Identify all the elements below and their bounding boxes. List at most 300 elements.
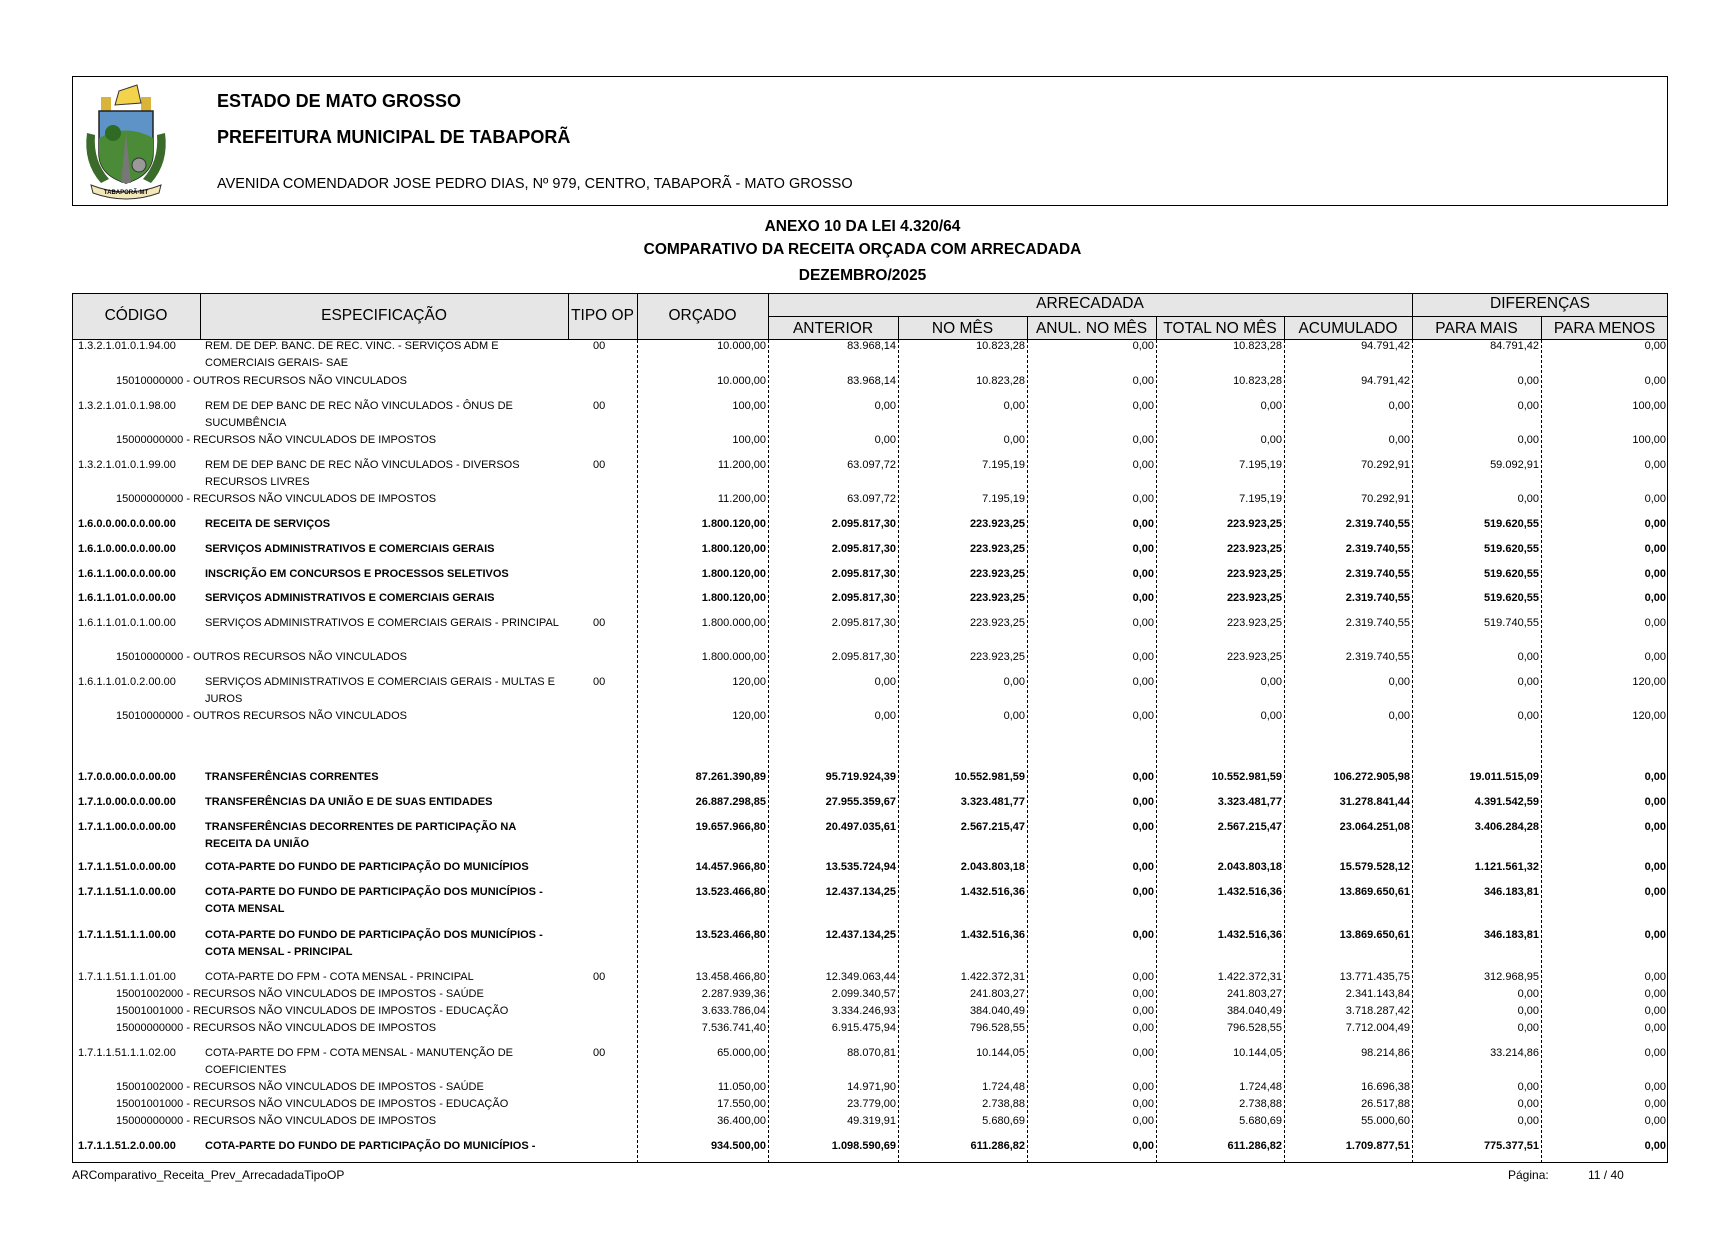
row-code: 1.6.0.0.00.0.0.00.00 — [78, 518, 176, 530]
cell-total-no-mes: 241.803,27 — [1226, 988, 1282, 1000]
row-tipo-op: 00 — [593, 676, 606, 688]
row-code: 1.6.1.1.01.0.2.00.00 — [78, 676, 176, 688]
cell-anul-no-mes: 0,00 — [1132, 971, 1154, 983]
row-description: COTA-PARTE DO FUNDO DE PARTICIPAÇÃO DO MUNICÍPIOS — [205, 861, 529, 873]
cell-no-mes: 223.923,25 — [969, 617, 1025, 629]
cell-orcado: 100,00 — [732, 434, 766, 446]
cell-orcado: 1.800.120,00 — [701, 592, 766, 604]
cell-no-mes: 384.040,49 — [969, 1005, 1025, 1017]
cell-anul-no-mes: 0,00 — [1132, 592, 1154, 604]
cell-total-no-mes: 223.923,25 — [1226, 617, 1282, 629]
cell-total-no-mes: 223.923,25 — [1226, 543, 1282, 555]
row-tipo-op: 00 — [593, 617, 606, 629]
page-number: 11 / 40 — [1588, 1168, 1624, 1182]
col-anterior: ANTERIOR — [792, 320, 874, 337]
cell-anul-no-mes: 0,00 — [1132, 988, 1154, 1000]
cell-para-menos: 0,00 — [1644, 518, 1666, 530]
cell-anul-no-mes: 0,00 — [1132, 1047, 1154, 1059]
row-description: SERVIÇOS ADMINISTRATIVOS E COMERCIAIS GERAIS - PRINCIPAL — [205, 617, 559, 629]
cell-para-menos: 0,00 — [1644, 459, 1666, 471]
cell-anterior: 27.955.359,67 — [825, 796, 896, 808]
cell-para-mais: 0,00 — [1517, 710, 1539, 722]
cell-anterior: 6.915.475,94 — [831, 1022, 896, 1034]
cell-acumulado: 70.292,91 — [1361, 493, 1410, 505]
cell-total-no-mes: 611.286,82 — [1227, 1140, 1282, 1152]
cell-anul-no-mes: 0,00 — [1132, 1140, 1154, 1152]
cell-anterior: 12.437.134,25 — [825, 886, 896, 898]
cell-total-no-mes: 7.195,19 — [1239, 459, 1282, 471]
cell-anterior: 2.099.340,57 — [831, 988, 896, 1000]
cell-para-mais: 0,00 — [1517, 676, 1539, 688]
prefeitura-name: PREFEITURA MUNICIPAL DE TABAPORÃ — [217, 127, 571, 147]
col-para-menos: PARA MENOS — [1553, 320, 1656, 337]
cell-para-mais: 3.406.284,28 — [1474, 821, 1539, 833]
cell-anul-no-mes: 0,00 — [1132, 340, 1154, 352]
cell-anul-no-mes: 0,00 — [1132, 929, 1154, 941]
cell-total-no-mes: 2.567.215,47 — [1217, 821, 1282, 833]
cell-total-no-mes: 2.043.803,18 — [1217, 861, 1282, 873]
row-tipo-op: 00 — [593, 340, 606, 352]
cell-orcado: 120,00 — [732, 676, 766, 688]
cell-para-menos: 0,00 — [1644, 771, 1666, 783]
col-anul-no-mes: ANUL. NO MÊS — [1035, 320, 1148, 337]
cell-acumulado: 15.579.528,12 — [1339, 861, 1410, 873]
cell-anul-no-mes: 0,00 — [1132, 617, 1154, 629]
report-title-line1: ANEXO 10 DA LEI 4.320/64 — [764, 218, 961, 235]
cell-total-no-mes: 7.195,19 — [1239, 493, 1282, 505]
row-code: 1.7.1.1.51.1.1.02.00 — [78, 1047, 176, 1059]
cell-total-no-mes: 0,00 — [1260, 710, 1282, 722]
cell-anterior: 23.779,00 — [847, 1098, 896, 1110]
cell-acumulado: 2.319.740,55 — [1345, 651, 1410, 663]
cell-anterior: 95.719.924,39 — [825, 771, 896, 783]
cell-orcado: 10.000,00 — [717, 340, 766, 352]
cell-para-mais: 33.214,86 — [1490, 1047, 1539, 1059]
cell-no-mes: 10.144,05 — [976, 1047, 1025, 1059]
row-description: COTA-PARTE DO FPM - COTA MENSAL - MANUTENÇÃO DE COEFICIENTES — [205, 1047, 514, 1076]
fonte-label: 15010000000 - OUTROS RECURSOS NÃO VINCULADOS — [116, 710, 407, 722]
cell-para-mais: 0,00 — [1517, 1022, 1539, 1034]
cell-anterior: 2.095.817,30 — [831, 592, 896, 604]
cell-anterior: 88.070,81 — [847, 1047, 896, 1059]
cell-anul-no-mes: 0,00 — [1132, 1098, 1154, 1110]
cell-para-menos: 0,00 — [1644, 861, 1666, 873]
cell-para-menos: 0,00 — [1644, 1115, 1666, 1127]
row-description: TRANSFERÊNCIAS CORRENTES — [205, 771, 379, 783]
cell-acumulado: 13.869.650,61 — [1339, 886, 1410, 898]
cell-no-mes: 10.823,28 — [976, 340, 1025, 352]
cell-orcado: 17.550,00 — [717, 1098, 766, 1110]
cell-orcado: 1.800.120,00 — [701, 518, 766, 530]
cell-total-no-mes: 1.724,48 — [1239, 1081, 1282, 1093]
row-description: REM. DE DEP. BANC. DE REC. VINC. - SERVIÇOS ADM E COMERCIAIS GERAIS- SAE — [205, 340, 499, 369]
report-title-line2: COMPARATIVO DA RECEITA ORÇADA COM ARRECADADA — [643, 241, 1082, 258]
cell-para-mais: 519.620,55 — [1483, 518, 1539, 530]
cell-acumulado: 2.319.740,55 — [1345, 568, 1410, 580]
cell-acumulado: 1.709.877,51 — [1345, 1140, 1410, 1152]
cell-para-mais: 519.740,55 — [1483, 617, 1539, 629]
report-title-period: DEZEMBRO/2025 — [798, 267, 927, 284]
row-description: REM DE DEP BANC DE REC NÃO VINCULADOS - DIVERSOS RECURSOS LIVRES — [205, 459, 520, 488]
cell-no-mes: 10.823,28 — [976, 375, 1025, 387]
col-orcado: ORÇADO — [668, 307, 737, 324]
cell-total-no-mes: 0,00 — [1260, 676, 1282, 688]
cell-para-menos: 0,00 — [1644, 796, 1666, 808]
cell-acumulado: 0,00 — [1388, 400, 1410, 412]
cell-anul-no-mes: 0,00 — [1132, 459, 1154, 471]
cell-orcado: 11.200,00 — [717, 493, 766, 505]
cell-acumulado: 13.869.650,61 — [1339, 929, 1410, 941]
cell-no-mes: 223.923,25 — [969, 568, 1025, 580]
row-description: COTA-PARTE DO FUNDO DE PARTICIPAÇÃO DOS MUNICÍPIOS - COTA MENSAL — [205, 886, 543, 915]
cell-para-mais: 84.791,42 — [1490, 340, 1539, 352]
cell-orcado: 19.657.966,80 — [695, 821, 766, 833]
row-code: 1.6.1.0.00.0.0.00.00 — [78, 543, 176, 555]
cell-anul-no-mes: 0,00 — [1132, 1022, 1154, 1034]
cell-anterior: 83.968,14 — [847, 375, 896, 387]
cell-no-mes: 2.043.803,18 — [960, 861, 1025, 873]
cell-para-menos: 0,00 — [1644, 1081, 1666, 1093]
cell-anterior: 0,00 — [874, 676, 896, 688]
cell-anterior: 63.097,72 — [847, 493, 896, 505]
row-tipo-op: 00 — [593, 459, 606, 471]
cell-para-mais: 0,00 — [1517, 1115, 1539, 1127]
row-code: 1.7.1.1.00.0.0.00.00 — [78, 821, 176, 833]
cell-no-mes: 2.738,88 — [982, 1098, 1025, 1110]
cell-anterior: 12.349.063,44 — [825, 971, 896, 983]
cell-anul-no-mes: 0,00 — [1132, 518, 1154, 530]
cell-para-menos: 0,00 — [1644, 375, 1666, 387]
cell-para-menos: 0,00 — [1644, 821, 1666, 833]
cell-anul-no-mes: 0,00 — [1132, 1081, 1154, 1093]
cell-orcado: 11.200,00 — [717, 459, 766, 471]
cell-total-no-mes: 10.823,28 — [1233, 340, 1282, 352]
cell-orcado: 1.800.120,00 — [701, 568, 766, 580]
cell-para-menos: 0,00 — [1644, 617, 1666, 629]
col-acumulado: ACUMULADO — [1298, 320, 1398, 337]
cell-para-mais: 0,00 — [1517, 375, 1539, 387]
cell-para-menos: 0,00 — [1644, 592, 1666, 604]
cell-anterior: 12.437.134,25 — [825, 929, 896, 941]
cell-orcado: 1.800.120,00 — [701, 543, 766, 555]
cell-anterior: 0,00 — [874, 400, 896, 412]
page-label: Página: — [1508, 1168, 1549, 1182]
state-name: ESTADO DE MATO GROSSO — [217, 91, 462, 111]
row-description: SERVIÇOS ADMINISTRATIVOS E COMERCIAIS GERAIS - MULTAS E JUROS — [205, 676, 556, 705]
row-description: TRANSFERÊNCIAS DA UNIÃO E DE SUAS ENTIDADES — [205, 796, 493, 808]
cell-total-no-mes: 1.432.516,36 — [1217, 886, 1282, 898]
cell-acumulado: 94.791,42 — [1361, 340, 1410, 352]
cell-acumulado: 2.319.740,55 — [1345, 543, 1410, 555]
cell-acumulado: 7.712.004,49 — [1345, 1022, 1410, 1034]
cell-total-no-mes: 384.040,49 — [1226, 1005, 1282, 1017]
cell-total-no-mes: 1.422.372,31 — [1217, 971, 1282, 983]
fonte-label: 15001001000 - RECURSOS NÃO VINCULADOS DE IMPOSTOS - EDUCAÇÃO — [116, 1005, 509, 1017]
row-code: 1.6.1.1.00.0.0.00.00 — [78, 568, 176, 580]
cell-total-no-mes: 3.323.481,77 — [1217, 796, 1282, 808]
cell-total-no-mes: 10.144,05 — [1233, 1047, 1282, 1059]
cell-para-mais: 0,00 — [1517, 434, 1539, 446]
fonte-label: 15000000000 - RECURSOS NÃO VINCULADOS DE IMPOSTOS — [116, 1115, 437, 1127]
cell-para-mais: 346.183,81 — [1483, 886, 1539, 898]
cell-no-mes: 7.195,19 — [982, 493, 1025, 505]
cell-no-mes: 10.552.981,59 — [954, 771, 1025, 783]
cell-anterior: 0,00 — [874, 710, 896, 722]
fonte-label: 15010000000 - OUTROS RECURSOS NÃO VINCULADOS — [116, 651, 407, 663]
cell-total-no-mes: 10.823,28 — [1233, 375, 1282, 387]
row-description: SERVIÇOS ADMINISTRATIVOS E COMERCIAIS GERAIS — [205, 543, 495, 555]
row-description: REM DE DEP BANC DE REC NÃO VINCULADOS - ÔNUS DE SUCUMBÊNCIA — [205, 400, 513, 429]
row-tipo-op: 00 — [593, 400, 606, 412]
cell-orcado: 1.800.000,00 — [701, 617, 766, 629]
cell-para-mais: 59.092,91 — [1490, 459, 1539, 471]
cell-anterior: 1.098.590,69 — [831, 1140, 896, 1152]
cell-para-mais: 519.620,55 — [1483, 568, 1539, 580]
cell-anul-no-mes: 0,00 — [1132, 796, 1154, 808]
cell-anul-no-mes: 0,00 — [1132, 400, 1154, 412]
row-code: 1.6.1.1.01.0.1.00.00 — [78, 617, 176, 629]
row-code: 1.7.1.1.51.2.0.00.00 — [78, 1140, 176, 1152]
cell-no-mes: 223.923,25 — [969, 592, 1025, 604]
cell-anul-no-mes: 0,00 — [1132, 568, 1154, 580]
col-especificacao: ESPECIFICAÇÃO — [321, 307, 447, 324]
cell-no-mes: 223.923,25 — [969, 651, 1025, 663]
cell-anterior: 20.497.035,61 — [825, 821, 896, 833]
row-description: RECEITA DE SERVIÇOS — [205, 518, 331, 530]
cell-anul-no-mes: 0,00 — [1132, 434, 1154, 446]
cell-anterior: 3.334.246,93 — [831, 1005, 896, 1017]
cell-orcado: 10.000,00 — [717, 375, 766, 387]
cell-anterior: 13.535.724,94 — [825, 861, 896, 873]
cell-acumulado: 98.214,86 — [1361, 1047, 1410, 1059]
cell-acumulado: 3.718.287,42 — [1345, 1005, 1410, 1017]
row-code: 1.3.2.1.01.0.1.94.00 — [78, 340, 176, 352]
cell-no-mes: 0,00 — [1003, 400, 1025, 412]
cell-no-mes: 0,00 — [1003, 434, 1025, 446]
cell-orcado: 934.500,00 — [710, 1140, 766, 1152]
municipal-coat-of-arms-logo — [79, 83, 173, 201]
cell-no-mes: 1.432.516,36 — [960, 929, 1025, 941]
cell-orcado: 13.523.466,80 — [695, 886, 766, 898]
fonte-label: 15001002000 - RECURSOS NÃO VINCULADOS DE IMPOSTOS - SAÚDE — [116, 988, 484, 1000]
fonte-label: 15001001000 - RECURSOS NÃO VINCULADOS DE IMPOSTOS - EDUCAÇÃO — [116, 1098, 509, 1110]
cell-para-mais: 0,00 — [1517, 1005, 1539, 1017]
col-total-no-mes: TOTAL NO MÊS — [1163, 320, 1277, 337]
cell-para-menos: 0,00 — [1644, 543, 1666, 555]
cell-anul-no-mes: 0,00 — [1132, 1005, 1154, 1017]
cell-acumulado: 26.517,88 — [1361, 1098, 1410, 1110]
cell-para-mais: 0,00 — [1517, 988, 1539, 1000]
cell-total-no-mes: 0,00 — [1260, 434, 1282, 446]
cell-anterior: 83.968,14 — [847, 340, 896, 352]
cell-acumulado: 2.319.740,55 — [1345, 617, 1410, 629]
row-code: 1.7.1.1.51.1.1.01.00 — [78, 971, 176, 983]
row-description: COTA-PARTE DO FUNDO DE PARTICIPAÇÃO DOS MUNICÍPIOS - COTA MENSAL - PRINCIPAL — [205, 929, 543, 958]
cell-orcado: 14.457.966,80 — [695, 861, 766, 873]
cell-para-menos: 0,00 — [1644, 1047, 1666, 1059]
cell-anul-no-mes: 0,00 — [1132, 676, 1154, 688]
cell-para-menos: 100,00 — [1632, 434, 1666, 446]
cell-para-mais: 0,00 — [1517, 651, 1539, 663]
cell-total-no-mes: 223.923,25 — [1226, 518, 1282, 530]
row-code: 1.7.1.1.51.1.0.00.00 — [78, 886, 176, 898]
cell-no-mes: 1.724,48 — [982, 1081, 1025, 1093]
cell-orcado: 100,00 — [732, 400, 766, 412]
col-group-diferencas: DIFERENÇAS — [1490, 295, 1590, 312]
cell-anterior: 63.097,72 — [847, 459, 896, 471]
cell-anterior: 2.095.817,30 — [831, 651, 896, 663]
logo-banner-text: TABAPORÃ-MT — [103, 190, 149, 196]
cell-acumulado: 16.696,38 — [1361, 1081, 1410, 1093]
row-code: 1.3.2.1.01.0.1.99.00 — [78, 459, 176, 471]
cell-acumulado: 94.791,42 — [1361, 375, 1410, 387]
col-tipo-op: TIPO OP — [571, 307, 634, 324]
cell-para-mais: 312.968,95 — [1483, 971, 1539, 983]
fonte-label: 15010000000 - OUTROS RECURSOS NÃO VINCULADOS — [116, 375, 407, 387]
cell-para-mais: 0,00 — [1517, 1098, 1539, 1110]
cell-anul-no-mes: 0,00 — [1132, 543, 1154, 555]
cell-anterior: 2.095.817,30 — [831, 617, 896, 629]
cell-acumulado: 55.000,60 — [1361, 1115, 1410, 1127]
row-description: SERVIÇOS ADMINISTRATIVOS E COMERCIAIS GERAIS — [205, 592, 495, 604]
cell-anterior: 2.095.817,30 — [831, 518, 896, 530]
cell-no-mes: 0,00 — [1003, 710, 1025, 722]
cell-para-menos: 0,00 — [1644, 1022, 1666, 1034]
cell-para-menos: 0,00 — [1644, 988, 1666, 1000]
cell-para-menos: 0,00 — [1644, 1005, 1666, 1017]
cell-acumulado: 0,00 — [1388, 710, 1410, 722]
cell-anul-no-mes: 0,00 — [1132, 771, 1154, 783]
cell-orcado: 87.261.390,89 — [695, 771, 766, 783]
cell-no-mes: 241.803,27 — [969, 988, 1025, 1000]
cell-orcado: 120,00 — [732, 710, 766, 722]
cell-orcado: 13.523.466,80 — [695, 929, 766, 941]
cell-total-no-mes: 10.552.981,59 — [1211, 771, 1282, 783]
header-box — [72, 76, 1668, 206]
cell-para-mais: 0,00 — [1517, 493, 1539, 505]
col-no-mes: NO MÊS — [931, 320, 994, 337]
cell-anul-no-mes: 0,00 — [1132, 861, 1154, 873]
cell-anterior: 14.971,90 — [847, 1081, 896, 1093]
cell-orcado: 36.400,00 — [717, 1115, 766, 1127]
cell-total-no-mes: 5.680,69 — [1239, 1115, 1282, 1127]
col-group-arrecadada: ARRECADADA — [1036, 295, 1144, 312]
cell-acumulado: 13.771.435,75 — [1339, 971, 1410, 983]
cell-no-mes: 2.567.215,47 — [960, 821, 1025, 833]
cell-para-mais: 0,00 — [1517, 1081, 1539, 1093]
row-code: 1.6.1.1.01.0.0.00.00 — [78, 592, 176, 604]
cell-total-no-mes: 0,00 — [1260, 400, 1282, 412]
cell-para-menos: 0,00 — [1644, 886, 1666, 898]
cell-para-mais: 1.121.561,32 — [1474, 861, 1539, 873]
cell-no-mes: 1.422.372,31 — [960, 971, 1025, 983]
report-name: ARComparativo_Receita_Prev_ArrecadadaTipoOP — [72, 1168, 345, 1182]
cell-para-mais: 346.183,81 — [1483, 929, 1539, 941]
cell-no-mes: 5.680,69 — [982, 1115, 1025, 1127]
row-code: 1.7.1.1.51.0.0.00.00 — [78, 861, 176, 873]
cell-acumulado: 2.319.740,55 — [1345, 518, 1410, 530]
cell-anterior: 2.095.817,30 — [831, 543, 896, 555]
cell-anul-no-mes: 0,00 — [1132, 821, 1154, 833]
cell-total-no-mes: 2.738,88 — [1239, 1098, 1282, 1110]
cell-para-menos: 0,00 — [1644, 568, 1666, 580]
cell-acumulado: 0,00 — [1388, 434, 1410, 446]
cell-para-menos: 0,00 — [1644, 971, 1666, 983]
cell-para-mais: 4.391.542,59 — [1474, 796, 1539, 808]
cell-anterior: 0,00 — [874, 434, 896, 446]
cell-acumulado: 106.272.905,98 — [1333, 771, 1410, 783]
cell-orcado: 7.536.741,40 — [701, 1022, 766, 1034]
cell-total-no-mes: 223.923,25 — [1226, 592, 1282, 604]
cell-anterior: 2.095.817,30 — [831, 568, 896, 580]
cell-no-mes: 3.323.481,77 — [960, 796, 1025, 808]
cell-para-mais: 0,00 — [1517, 400, 1539, 412]
cell-no-mes: 611.286,82 — [970, 1140, 1025, 1152]
row-code: 1.7.1.0.00.0.0.00.00 — [78, 796, 176, 808]
fonte-label: 15000000000 - RECURSOS NÃO VINCULADOS DE IMPOSTOS — [116, 493, 437, 505]
cell-para-menos: 120,00 — [1632, 710, 1666, 722]
cell-para-menos: 0,00 — [1644, 1098, 1666, 1110]
row-description: COTA-PARTE DO FUNDO DE PARTICIPAÇÃO DO MUNICÍPIOS - — [205, 1140, 536, 1152]
cell-total-no-mes: 1.432.516,36 — [1217, 929, 1282, 941]
cell-anul-no-mes: 0,00 — [1132, 710, 1154, 722]
cell-total-no-mes: 223.923,25 — [1226, 568, 1282, 580]
col-codigo: CÓDIGO — [104, 307, 168, 324]
cell-acumulado: 23.064.251,08 — [1339, 821, 1410, 833]
cell-para-menos: 0,00 — [1644, 340, 1666, 352]
cell-orcado: 1.800.000,00 — [701, 651, 766, 663]
cell-para-mais: 775.377,51 — [1483, 1140, 1539, 1152]
cell-anul-no-mes: 0,00 — [1132, 1115, 1154, 1127]
cell-anterior: 49.319,91 — [847, 1115, 896, 1127]
cell-para-menos: 0,00 — [1644, 651, 1666, 663]
row-code: 1.3.2.1.01.0.1.98.00 — [78, 400, 176, 412]
row-description: COTA-PARTE DO FPM - COTA MENSAL - PRINCIPAL — [205, 971, 474, 983]
cell-no-mes: 223.923,25 — [969, 518, 1025, 530]
cell-para-menos: 0,00 — [1644, 1140, 1666, 1152]
cell-no-mes: 0,00 — [1003, 676, 1025, 688]
cell-anul-no-mes: 0,00 — [1132, 651, 1154, 663]
cell-anul-no-mes: 0,00 — [1132, 493, 1154, 505]
cell-no-mes: 223.923,25 — [969, 543, 1025, 555]
cell-para-mais: 519.620,55 — [1483, 543, 1539, 555]
col-para-mais: PARA MAIS — [1435, 320, 1518, 337]
cell-acumulado: 31.278.841,44 — [1339, 796, 1410, 808]
cell-anul-no-mes: 0,00 — [1132, 375, 1154, 387]
fonte-label: 15001002000 - RECURSOS NÃO VINCULADOS DE IMPOSTOS - SAÚDE — [116, 1081, 484, 1093]
cell-para-mais: 519.620,55 — [1483, 592, 1539, 604]
cell-no-mes: 796.528,55 — [969, 1022, 1025, 1034]
row-tipo-op: 00 — [593, 1047, 606, 1059]
cell-para-menos: 120,00 — [1632, 676, 1666, 688]
fonte-label: 15000000000 - RECURSOS NÃO VINCULADOS DE IMPOSTOS — [116, 1022, 437, 1034]
row-description: TRANSFERÊNCIAS DECORRENTES DE PARTICIPAÇÃO NA RECEITA DA UNIÃO — [205, 821, 516, 850]
cell-orcado: 26.887.298,85 — [695, 796, 766, 808]
cell-acumulado: 2.341.143,84 — [1345, 988, 1410, 1000]
cell-orcado: 11.050,00 — [717, 1081, 766, 1093]
cell-anul-no-mes: 0,00 — [1132, 886, 1154, 898]
row-tipo-op: 00 — [593, 971, 606, 983]
cell-total-no-mes: 223.923,25 — [1226, 651, 1282, 663]
cell-para-menos: 0,00 — [1644, 493, 1666, 505]
row-description: INSCRIÇÃO EM CONCURSOS E PROCESSOS SELETIVOS — [205, 568, 509, 580]
row-code: 1.7.0.0.00.0.0.00.00 — [78, 771, 176, 783]
cell-para-mais: 19.011.515,09 — [1469, 771, 1539, 783]
cell-acumulado: 0,00 — [1388, 676, 1410, 688]
cell-orcado: 3.633.786,04 — [701, 1005, 766, 1017]
cell-acumulado: 70.292,91 — [1361, 459, 1410, 471]
cell-orcado: 13.458.466,80 — [695, 971, 766, 983]
